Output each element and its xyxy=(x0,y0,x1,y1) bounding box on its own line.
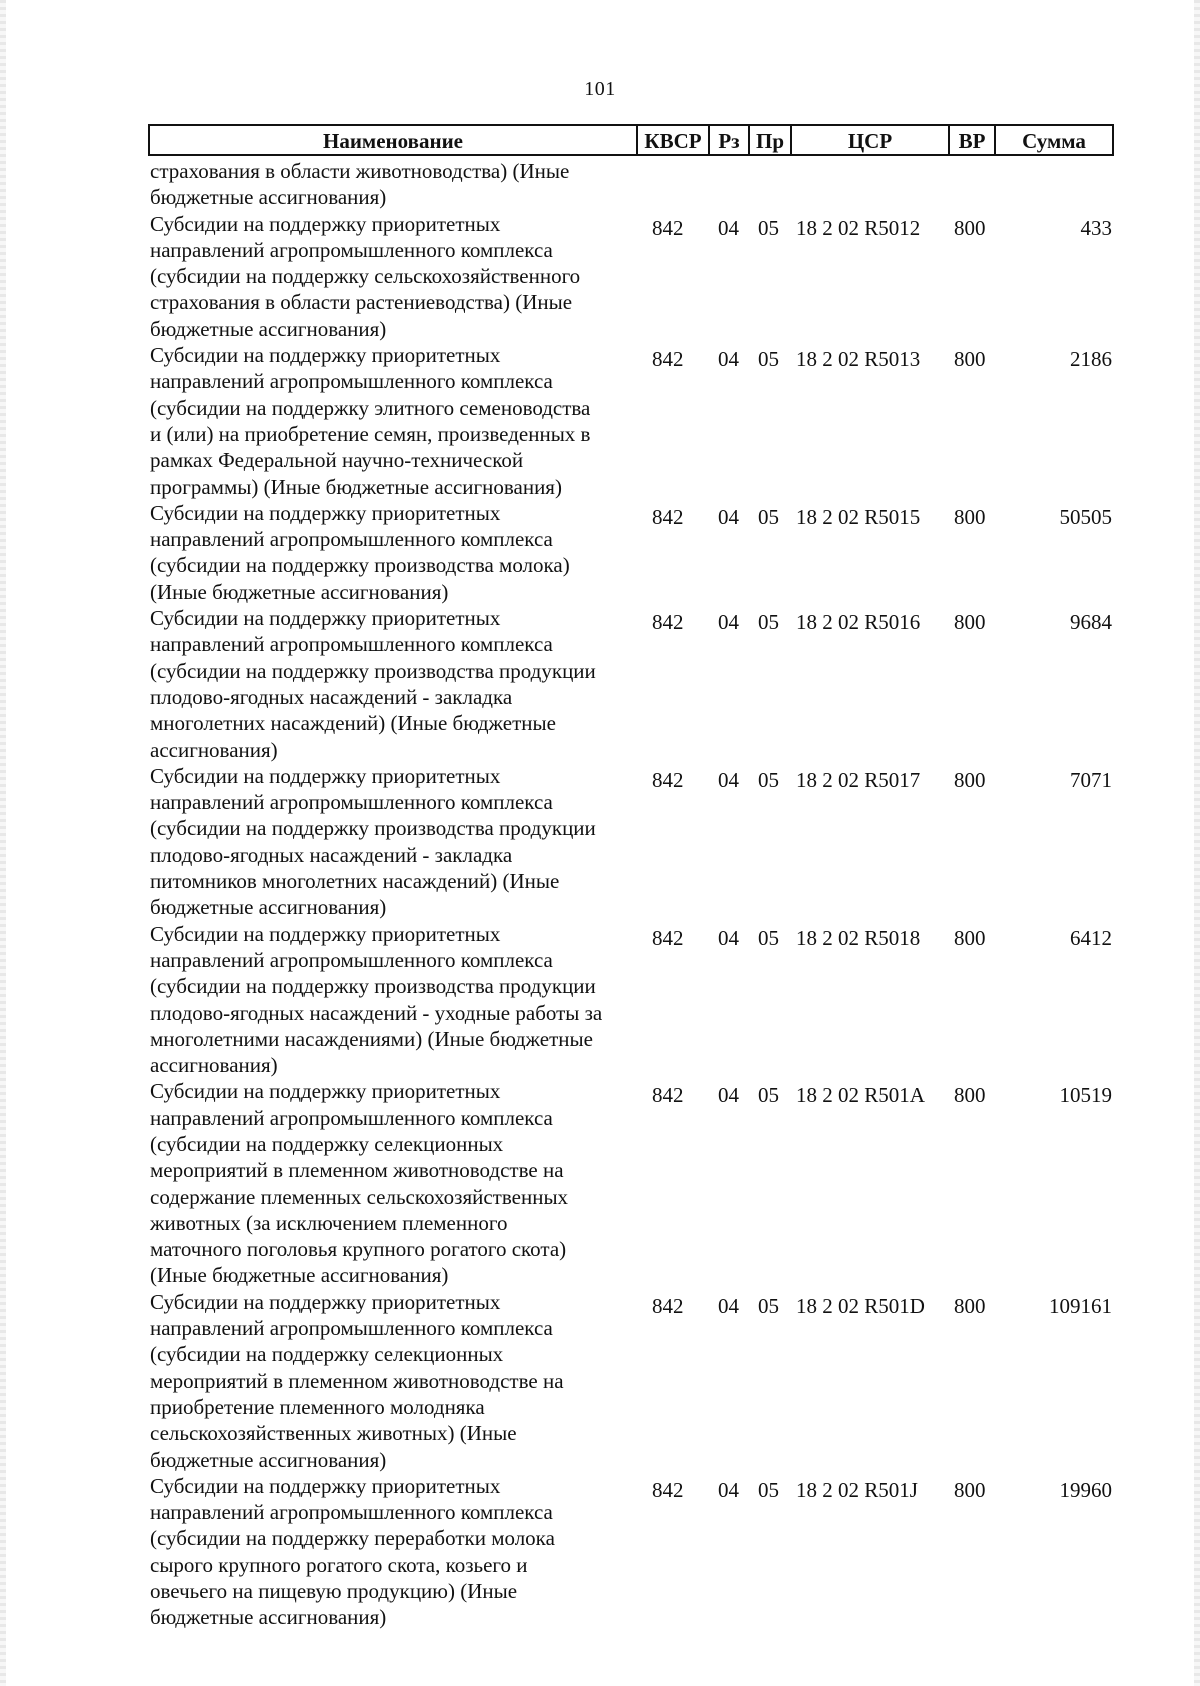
table-row xyxy=(148,1078,1114,1288)
row-name xyxy=(148,921,630,1079)
table-header xyxy=(148,124,1114,156)
cell-rz: 04 xyxy=(718,1293,739,1318)
table-row xyxy=(148,500,1114,605)
name-line: Субсидии на поддержку приоритетных xyxy=(150,1289,501,1314)
name-line: страхования в области животноводства) (Иные xyxy=(150,159,570,183)
name-line: (Иные бюджетные ассигнования) xyxy=(150,1263,449,1288)
name-line: (субсидии на поддержку производства продукции xyxy=(150,816,596,841)
name-line: (субсидии на поддержку селекционных xyxy=(150,1131,504,1156)
name-line: Субсидии на поддержку приоритетных xyxy=(150,921,501,946)
name-line: маточного поголовья крупного рогатого скота) xyxy=(150,1237,567,1262)
name-line: бюджетные ассигнования) xyxy=(150,1605,387,1630)
name-line: сырого крупного рогатого скота, козьего и xyxy=(150,1552,528,1577)
page-number: 101 xyxy=(584,78,616,100)
name-line: направлений агропромышленного комплекса xyxy=(150,632,553,657)
name-line: (субсидии на поддержку производства молока) xyxy=(150,553,570,578)
name-line: (субсидии на поддержку элитного семеноводства xyxy=(150,395,591,420)
cell-csr: 18 2 02 R501J xyxy=(796,1477,918,1502)
cell-pr: 05 xyxy=(758,215,779,240)
row-name xyxy=(148,1473,630,1631)
name-line: (субсидии на поддержку сельскохозяйственного xyxy=(150,264,581,289)
table-row xyxy=(148,1473,1114,1631)
cell-kvsr: 842 xyxy=(652,1293,684,1318)
cell-rz: 04 xyxy=(718,1083,739,1108)
name-line: плодово-ягодных насаждений - закладка xyxy=(150,684,513,709)
cell-sum: 7071 xyxy=(1070,767,1112,792)
name-line: ассигнования) xyxy=(150,1053,278,1078)
scan-edge-left xyxy=(0,0,6,1686)
cell-csr: 18 2 02 R501D xyxy=(796,1293,925,1318)
cell-vr: 800 xyxy=(954,1477,986,1502)
header-kvsr: КВСР xyxy=(636,126,708,154)
name-line: содержание племенных сельскохозяйственных xyxy=(150,1184,569,1209)
cell-pr: 05 xyxy=(758,1293,779,1318)
header-sum: Сумма xyxy=(994,126,1112,154)
cell-rz: 04 xyxy=(718,215,739,240)
cell-csr: 18 2 02 R5017 xyxy=(796,767,921,792)
cell-vr: 800 xyxy=(954,1083,986,1108)
cell-csr: 18 2 02 R5018 xyxy=(796,925,921,950)
cell-csr: 18 2 02 R5012 xyxy=(796,215,921,240)
name-line: Субсидии на поддержку приоритетных xyxy=(150,343,501,368)
cell-pr: 05 xyxy=(758,504,779,529)
row-name xyxy=(148,1078,630,1288)
cell-sum: 50505 xyxy=(1059,504,1112,529)
name-line: приобретение племенного молодняка xyxy=(150,1394,485,1419)
row-name xyxy=(148,605,630,763)
cell-rz: 04 xyxy=(718,767,739,792)
cell-kvsr: 842 xyxy=(652,504,684,529)
cell-kvsr: 842 xyxy=(652,215,684,240)
name-line: направлений агропромышленного комплекса xyxy=(150,369,553,394)
cell-sum: 433 xyxy=(1080,215,1112,240)
cell-vr: 800 xyxy=(954,215,986,240)
cell-kvsr: 842 xyxy=(652,1477,684,1502)
cell-sum: 109161 xyxy=(1049,1293,1112,1318)
cell-csr: 18 2 02 R5015 xyxy=(796,504,921,529)
cell-sum: 2186 xyxy=(1070,347,1112,372)
scan-edge-right xyxy=(1194,0,1200,1686)
name-line: Субсидии на поддержку приоритетных xyxy=(150,763,501,788)
table-row xyxy=(148,342,1114,500)
cell-vr: 800 xyxy=(954,1293,986,1318)
name-line: Субсидии на поддержку приоритетных xyxy=(150,211,501,236)
name-line: страхования в области растениеводства) (Иные xyxy=(150,290,573,315)
continuation-row xyxy=(148,158,1114,211)
name-line: (субсидии на поддержку селекционных xyxy=(150,1342,504,1367)
name-line: плодово-ягодных насаждений - закладка xyxy=(150,842,513,867)
cell-kvsr: 842 xyxy=(652,1083,684,1108)
row-name xyxy=(148,500,630,605)
table-row xyxy=(148,211,1114,342)
cell-pr: 05 xyxy=(758,767,779,792)
header-csr: ЦСР xyxy=(790,126,948,154)
table-row xyxy=(148,605,1114,763)
header-vr: ВР xyxy=(948,126,994,154)
cell-vr: 800 xyxy=(954,347,986,372)
cell-kvsr: 842 xyxy=(652,347,684,372)
name-line: программы) (Иные бюджетные ассигнования) xyxy=(150,474,562,499)
cell-vr: 800 xyxy=(954,767,986,792)
cell-sum: 6412 xyxy=(1070,925,1112,950)
name-line: ассигнования) xyxy=(150,737,278,762)
name-line: овечьего на пищевую продукцию) (Иные xyxy=(150,1579,518,1604)
cell-sum: 19960 xyxy=(1059,1477,1112,1502)
header-pr: Пр xyxy=(748,126,790,154)
name-line: Субсидии на поддержку приоритетных xyxy=(150,1079,501,1104)
row-name xyxy=(148,342,630,500)
name-line: мероприятий в племенном животноводстве на xyxy=(150,1368,564,1393)
name-line: Субсидии на поддержку приоритетных xyxy=(150,1473,501,1498)
name-line: направлений агропромышленного комплекса xyxy=(150,527,553,552)
name-line: (субсидии на поддержку переработки молока xyxy=(150,1526,555,1551)
cell-rz: 04 xyxy=(718,1477,739,1502)
name-line: (субсидии на поддержку производства продукции xyxy=(150,974,596,999)
cell-vr: 800 xyxy=(954,610,986,635)
cell-pr: 05 xyxy=(758,610,779,635)
cell-sum: 9684 xyxy=(1070,610,1112,635)
header-name: Наименование xyxy=(323,129,463,153)
name-line: Субсидии на поддержку приоритетных xyxy=(150,500,501,525)
name-line: животных (за исключением племенного xyxy=(150,1210,508,1235)
row-name xyxy=(148,1289,630,1473)
name-line: и (или) на приобретение семян, произведенных в xyxy=(150,421,591,446)
name-line: рамках Федеральной научно-технической xyxy=(150,448,524,473)
name-line: направлений агропромышленного комплекса xyxy=(150,237,553,262)
header-rz: Рз xyxy=(708,126,748,154)
name-line: многолетними насаждениями) (Иные бюджетные xyxy=(150,1026,593,1051)
name-line: Субсидии на поддержку приоритетных xyxy=(150,606,501,631)
cell-csr: 18 2 02 R5013 xyxy=(796,347,921,372)
cell-rz: 04 xyxy=(718,347,739,372)
name-line: сельскохозяйственных животных) (Иные xyxy=(150,1421,517,1446)
table-row xyxy=(148,1289,1114,1473)
name-line: направлений агропромышленного комплекса xyxy=(150,1316,553,1341)
cell-vr: 800 xyxy=(954,504,986,529)
name-line: бюджетные ассигнования) xyxy=(150,185,387,210)
cell-vr: 800 xyxy=(954,925,986,950)
cell-pr: 05 xyxy=(758,925,779,950)
budget-table xyxy=(148,124,1114,1631)
name-line: плодово-ягодных насаждений - уходные работы за xyxy=(150,1000,603,1025)
table-body xyxy=(148,158,1114,1631)
cell-csr: 18 2 02 R5016 xyxy=(796,610,921,635)
name-line: питомников многолетних насаждений) (Иные xyxy=(150,869,560,894)
name-line: бюджетные ассигнования) xyxy=(150,316,387,341)
table-row xyxy=(148,921,1114,1079)
cell-rz: 04 xyxy=(718,504,739,529)
name-line: направлений агропромышленного комплекса xyxy=(150,790,553,815)
cell-sum: 10519 xyxy=(1059,1083,1112,1108)
cell-rz: 04 xyxy=(718,610,739,635)
table-row xyxy=(148,763,1114,921)
name-line: (субсидии на поддержку производства продукции xyxy=(150,658,596,683)
name-line: направлений агропромышленного комплекса xyxy=(150,1500,553,1525)
cell-kvsr: 842 xyxy=(652,767,684,792)
cell-kvsr: 842 xyxy=(652,925,684,950)
name-line: многолетних насаждений) (Иные бюджетные xyxy=(150,711,556,736)
name-line: бюджетные ассигнования) xyxy=(150,895,387,920)
name-line: (Иные бюджетные ассигнования) xyxy=(150,579,449,604)
name-line: направлений агропромышленного комплекса xyxy=(150,1105,553,1130)
cell-rz: 04 xyxy=(718,925,739,950)
cell-kvsr: 842 xyxy=(652,610,684,635)
cell-pr: 05 xyxy=(758,1083,779,1108)
cell-csr: 18 2 02 R501A xyxy=(796,1083,925,1108)
cell-pr: 05 xyxy=(758,1477,779,1502)
row-name xyxy=(148,763,630,921)
row-name xyxy=(148,211,630,342)
name-line: направлений агропромышленного комплекса xyxy=(150,947,553,972)
name-line: мероприятий в племенном животноводстве на xyxy=(150,1158,564,1183)
name-line: бюджетные ассигнования) xyxy=(150,1447,387,1472)
cell-pr: 05 xyxy=(758,347,779,372)
row-name xyxy=(148,158,630,211)
